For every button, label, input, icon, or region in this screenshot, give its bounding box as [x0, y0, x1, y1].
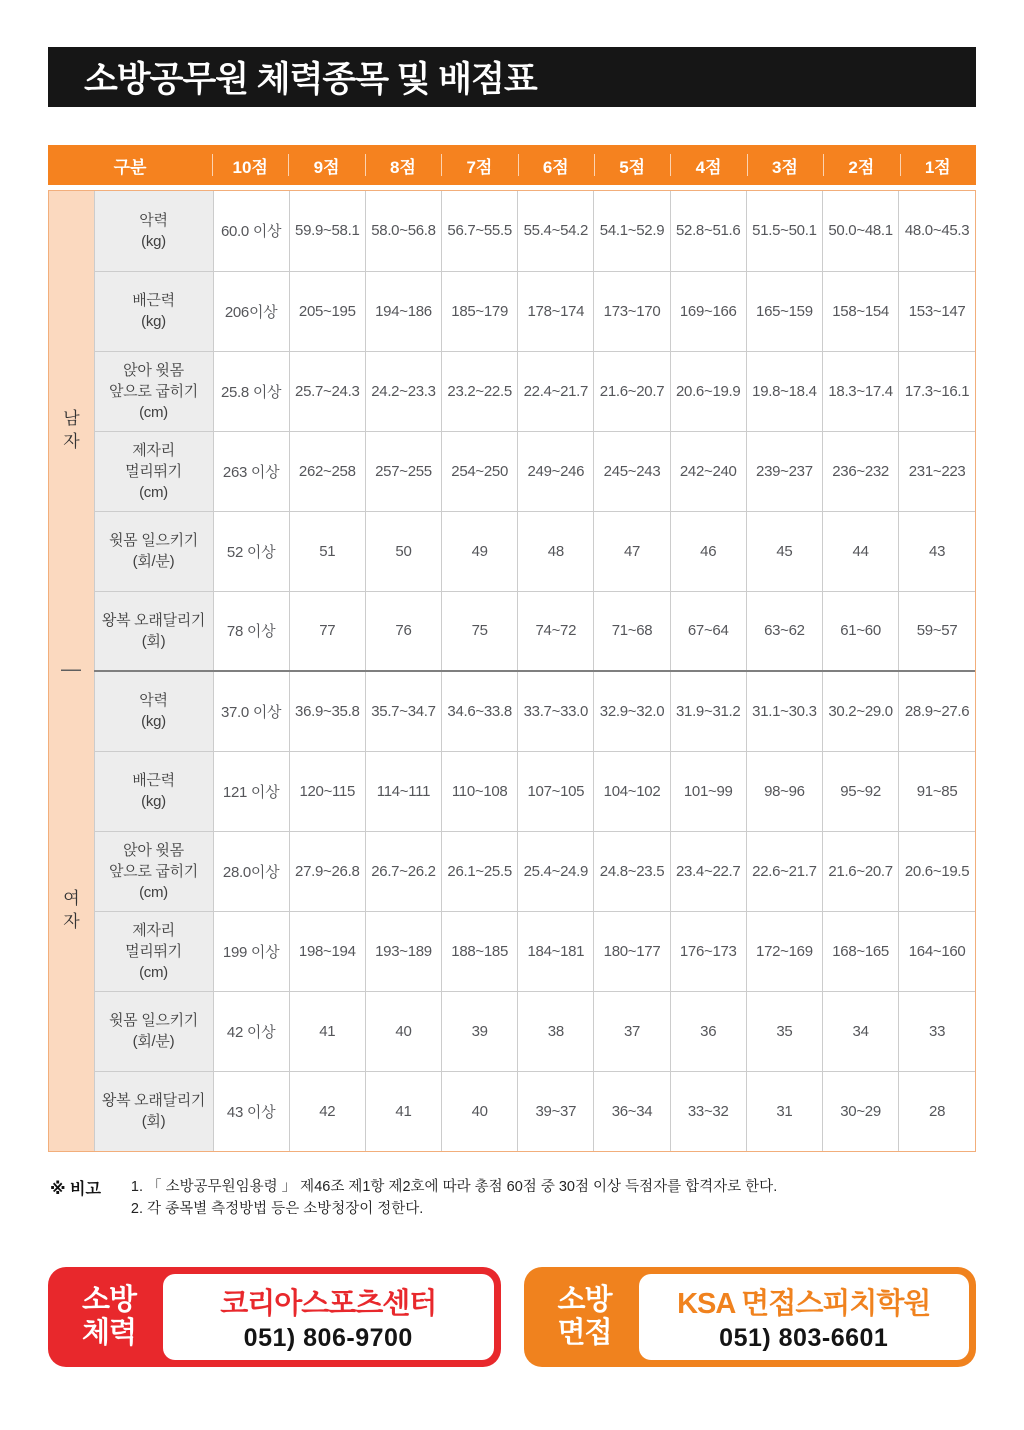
score-cell: 245~243 — [594, 431, 670, 511]
fitness-center-card — [48, 1267, 501, 1367]
fitness-center-name: 코리아스포츠센터 — [220, 1287, 437, 1320]
score-cell: 178~174 — [518, 271, 594, 351]
header-score-10점: 10점 — [212, 145, 288, 185]
score-cell: 71~68 — [594, 591, 670, 671]
header-score-6점: 6점 — [518, 145, 594, 185]
interview-badge-line-2: 면접 — [557, 1316, 612, 1349]
interview-academy-card — [524, 1267, 977, 1367]
score-cell: 58.0~56.8 — [365, 191, 441, 271]
header-score-9점: 9점 — [288, 145, 364, 185]
fitness-panel — [163, 1274, 494, 1360]
score-cell: 22.6~21.7 — [746, 831, 822, 911]
header-score-3점: 3점 — [747, 145, 823, 185]
score-cell: 49 — [442, 511, 518, 591]
score-cell: 30~29 — [823, 1071, 899, 1151]
score-cell: 107~105 — [518, 751, 594, 831]
score-cell: 35.7~34.7 — [365, 671, 441, 751]
score-cell: 242~240 — [670, 431, 746, 511]
score-cell: 231~223 — [899, 431, 975, 511]
score-cell: 39 — [442, 991, 518, 1071]
score-cell: 173~170 — [594, 271, 670, 351]
table-row — [49, 751, 975, 831]
score-cell: 104~102 — [594, 751, 670, 831]
header-score-1점: 1점 — [900, 145, 976, 185]
score-cell: 22.4~21.7 — [518, 351, 594, 431]
score-cell: 40 — [365, 991, 441, 1071]
score-cell: 236~232 — [823, 431, 899, 511]
score-table — [49, 191, 975, 1151]
score-cell: 257~255 — [365, 431, 441, 511]
score-cell: 262~258 — [289, 431, 365, 511]
score-cell: 46 — [670, 511, 746, 591]
score-cell: 75 — [442, 591, 518, 671]
score-cell: 74~72 — [518, 591, 594, 671]
score-cell: 25.4~24.9 — [518, 831, 594, 911]
score-cell: 23.2~22.5 — [442, 351, 518, 431]
score-cell: 20.6~19.5 — [899, 831, 975, 911]
score-cell: 47 — [594, 511, 670, 591]
table-row — [49, 911, 975, 991]
score-cell: 28.0이상 — [213, 831, 289, 911]
item-label-cell: 앉아 윗몸 앞으로 굽히기 (cm) — [94, 351, 213, 431]
score-cell: 45 — [746, 511, 822, 591]
interview-academy-name: KSA 면접스피치학원 — [677, 1287, 931, 1320]
score-cell: 17.3~16.1 — [899, 351, 975, 431]
header-score-4점: 4점 — [670, 145, 746, 185]
table-row — [49, 191, 975, 271]
score-cell: 19.8~18.4 — [746, 351, 822, 431]
item-label-cell: 배근력 (kg) — [94, 751, 213, 831]
table-row — [49, 831, 975, 911]
score-cell: 37 — [594, 991, 670, 1071]
table-row — [49, 1071, 975, 1151]
score-cell: 24.2~23.3 — [365, 351, 441, 431]
score-table-body — [49, 191, 975, 1151]
item-label-cell: 윗몸 일으키기 (회/분) — [94, 511, 213, 591]
item-label-cell: 윗몸 일으키기 (회/분) — [94, 991, 213, 1071]
score-table-header — [48, 145, 976, 185]
score-cell: 168~165 — [823, 911, 899, 991]
score-cell: 27.9~26.8 — [289, 831, 365, 911]
contact-cards — [48, 1267, 976, 1367]
score-cell: 21.6~20.7 — [594, 351, 670, 431]
score-cell: 188~185 — [442, 911, 518, 991]
score-cell: 63~62 — [746, 591, 822, 671]
score-cell: 41 — [365, 1071, 441, 1151]
score-cell: 101~99 — [670, 751, 746, 831]
note — [48, 1176, 976, 1221]
table-row — [49, 431, 975, 511]
score-cell: 35 — [746, 991, 822, 1071]
fitness-center-phone: 051) 806-9700 — [243, 1323, 413, 1352]
score-cell: 206이상 — [213, 271, 289, 351]
score-cell: 198~194 — [289, 911, 365, 991]
interview-badge-line-1: 소방 — [557, 1283, 612, 1316]
item-label-cell: 왕복 오래달리기 (회) — [94, 1071, 213, 1151]
item-label-cell: 제자리 멀리뛰기 (cm) — [94, 431, 213, 511]
score-cell: 48 — [518, 511, 594, 591]
score-cell: 31.1~30.3 — [746, 671, 822, 751]
score-cell: 33.7~33.0 — [518, 671, 594, 751]
table-row — [49, 991, 975, 1071]
score-cell: 76 — [365, 591, 441, 671]
header-gubun: 구분 — [48, 145, 212, 185]
score-cell: 41 — [289, 991, 365, 1071]
score-cell: 24.8~23.5 — [594, 831, 670, 911]
score-cell: 51 — [289, 511, 365, 591]
score-cell: 153~147 — [899, 271, 975, 351]
score-cell: 25.7~24.3 — [289, 351, 365, 431]
score-cell: 36.9~35.8 — [289, 671, 365, 751]
score-cell: 199 이상 — [213, 911, 289, 991]
score-cell: 42 — [289, 1071, 365, 1151]
note-line-1: 1. 「 소방공무원임용령 」 제46조 제1항 제2호에 따라 총점 60점 중 30점 이상 득점자를 합격자로 한다. — [130, 1179, 778, 1195]
score-cell: 263 이상 — [213, 431, 289, 511]
score-cell: 34.6~33.8 — [442, 671, 518, 751]
fitness-badge — [55, 1274, 163, 1360]
score-cell: 30.2~29.0 — [823, 671, 899, 751]
item-label-cell: 제자리 멀리뛰기 (cm) — [94, 911, 213, 991]
score-cell: 28 — [899, 1071, 975, 1151]
interview-academy-phone: 051) 803-6601 — [719, 1323, 889, 1352]
score-cell: 205~195 — [289, 271, 365, 351]
score-cell: 61~60 — [823, 591, 899, 671]
table-row — [49, 591, 975, 671]
score-cell: 98~96 — [746, 751, 822, 831]
score-cell: 43 — [899, 511, 975, 591]
score-cell: 26.1~25.5 — [442, 831, 518, 911]
gender-label-female: 여 자 — [49, 671, 94, 1151]
score-cell: 114~111 — [365, 751, 441, 831]
score-cell: 60.0 이상 — [213, 191, 289, 271]
score-cell: 20.6~19.9 — [670, 351, 746, 431]
score-cell: 184~181 — [518, 911, 594, 991]
title-bar — [48, 47, 976, 107]
score-cell: 54.1~52.9 — [594, 191, 670, 271]
score-cell: 193~189 — [365, 911, 441, 991]
score-cell: 95~92 — [823, 751, 899, 831]
score-cell: 180~177 — [594, 911, 670, 991]
score-cell: 59~57 — [899, 591, 975, 671]
score-cell: 239~237 — [746, 431, 822, 511]
score-cell: 56.7~55.5 — [442, 191, 518, 271]
score-cell: 78 이상 — [213, 591, 289, 671]
score-cell: 59.9~58.1 — [289, 191, 365, 271]
score-cell: 34 — [823, 991, 899, 1071]
item-label-cell: 앉아 윗몸 앞으로 굽히기 (cm) — [94, 831, 213, 911]
score-cell: 28.9~27.6 — [899, 671, 975, 751]
table-row — [49, 511, 975, 591]
score-cell: 164~160 — [899, 911, 975, 991]
note-label: ※ 비고 — [50, 1181, 101, 1198]
score-cell: 172~169 — [746, 911, 822, 991]
score-cell: 249~246 — [518, 431, 594, 511]
score-cell: 169~166 — [670, 271, 746, 351]
score-cell: 36~34 — [594, 1071, 670, 1151]
item-label-cell: 왕복 오래달리기 (회) — [94, 591, 213, 671]
score-cell: 185~179 — [442, 271, 518, 351]
item-label-cell: 악력 (kg) — [94, 671, 213, 751]
table-row — [49, 271, 975, 351]
score-cell: 67~64 — [670, 591, 746, 671]
score-cell: 44 — [823, 511, 899, 591]
score-cell: 37.0 이상 — [213, 671, 289, 751]
score-cell: 50.0~48.1 — [823, 191, 899, 271]
item-label-cell: 악력 (kg) — [94, 191, 213, 271]
score-cell: 91~85 — [899, 751, 975, 831]
score-cell: 254~250 — [442, 431, 518, 511]
score-cell: 194~186 — [365, 271, 441, 351]
fitness-badge-line-1: 소방 — [81, 1283, 137, 1316]
score-cell: 51.5~50.1 — [746, 191, 822, 271]
score-cell: 32.9~32.0 — [594, 671, 670, 751]
score-cell: 158~154 — [823, 271, 899, 351]
score-cell: 33~32 — [670, 1071, 746, 1151]
score-cell: 55.4~54.2 — [518, 191, 594, 271]
note-lines — [131, 1176, 777, 1221]
score-cell: 43 이상 — [213, 1071, 289, 1151]
score-table-header-row — [48, 145, 976, 185]
interview-panel — [639, 1274, 970, 1360]
score-cell: 110~108 — [442, 751, 518, 831]
score-cell: 31.9~31.2 — [670, 671, 746, 751]
score-cell: 165~159 — [746, 271, 822, 351]
score-cell: 38 — [518, 991, 594, 1071]
score-cell: 121 이상 — [213, 751, 289, 831]
score-cell: 26.7~26.2 — [365, 831, 441, 911]
score-cell: 52.8~51.6 — [670, 191, 746, 271]
score-cell: 42 이상 — [213, 991, 289, 1071]
note-line-2: 2. 각 종목별 측정방법 등은 소방청장이 정한다. — [130, 1201, 424, 1218]
score-cell: 31 — [746, 1071, 822, 1151]
interview-badge — [531, 1274, 639, 1360]
score-table-wrapper — [48, 190, 976, 1152]
score-cell: 40 — [442, 1071, 518, 1151]
score-cell: 77 — [289, 591, 365, 671]
item-label-cell: 배근력 (kg) — [94, 271, 213, 351]
page-title: 소방공무원 체력종목 및 배점표 — [84, 60, 537, 99]
score-cell: 36 — [670, 991, 746, 1071]
score-cell: 23.4~22.7 — [670, 831, 746, 911]
score-cell: 120~115 — [289, 751, 365, 831]
header-score-7점: 7점 — [441, 145, 517, 185]
header-score-5점: 5점 — [594, 145, 670, 185]
score-cell: 50 — [365, 511, 441, 591]
score-cell: 39~37 — [518, 1071, 594, 1151]
header-score-8점: 8점 — [365, 145, 441, 185]
fitness-badge-line-2: 체력 — [81, 1316, 137, 1349]
score-cell: 33 — [899, 991, 975, 1071]
table-row — [49, 351, 975, 431]
score-cell: 25.8 이상 — [213, 351, 289, 431]
score-cell: 21.6~20.7 — [823, 831, 899, 911]
score-cell: 52 이상 — [213, 511, 289, 591]
table-row — [49, 671, 975, 751]
gender-label-male: 남 자 — [49, 191, 94, 671]
score-cell: 18.3~17.4 — [823, 351, 899, 431]
score-cell: 176~173 — [670, 911, 746, 991]
header-score-2점: 2점 — [823, 145, 899, 185]
score-cell: 48.0~45.3 — [899, 191, 975, 271]
